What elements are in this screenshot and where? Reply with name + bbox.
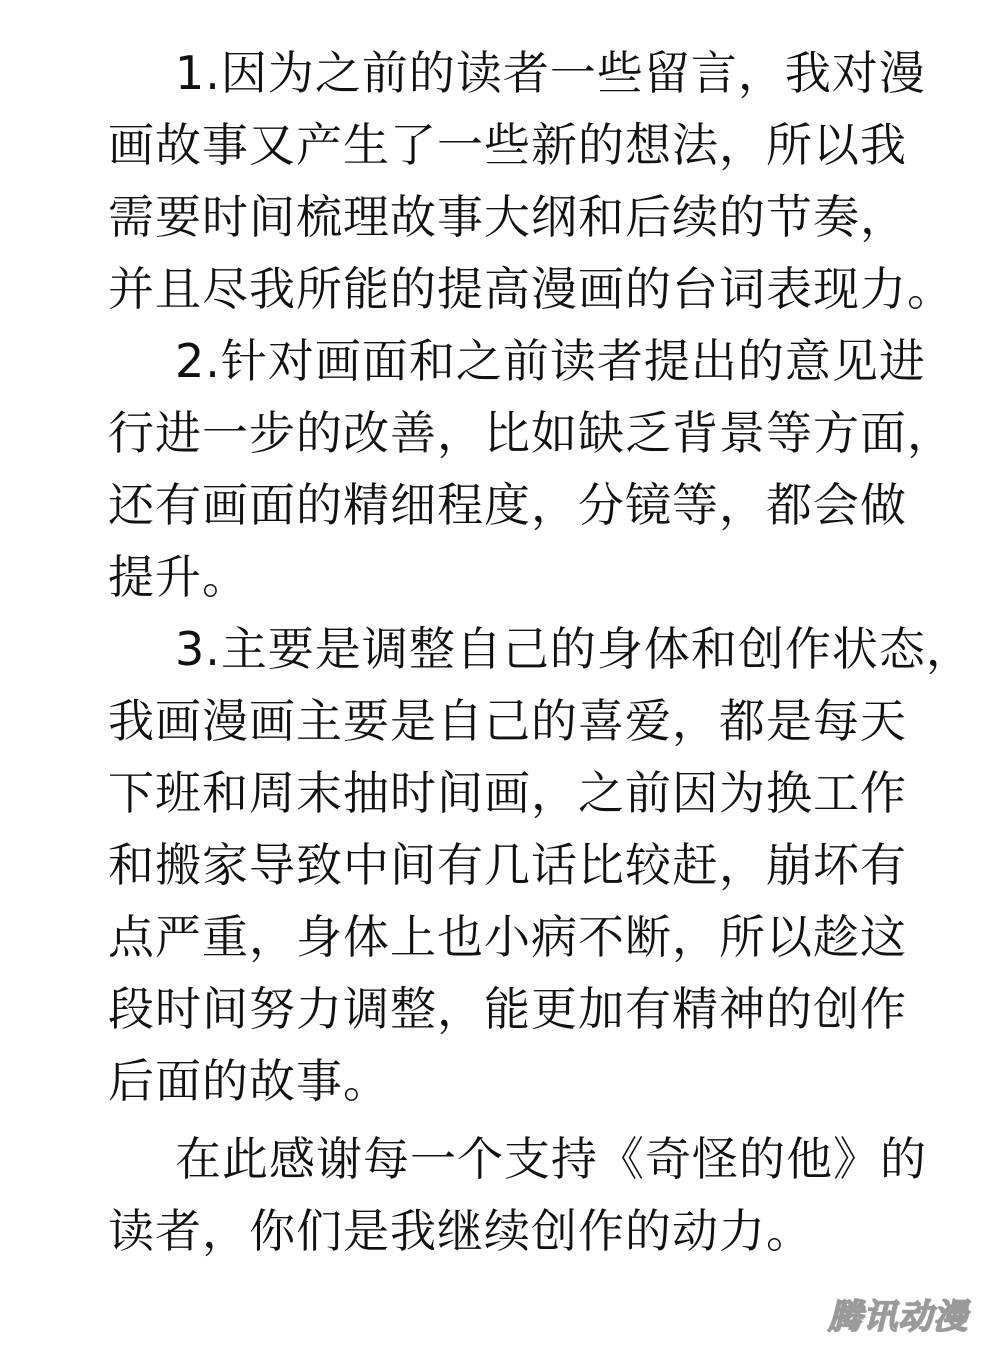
text-line-16: 在此感谢每一个支持《奇怪的他》的: [175, 1132, 927, 1186]
text-line-11: 下班和周末抽时间画，之前因为换工作: [108, 766, 907, 820]
text-line-15: 后面的故事。: [108, 1054, 390, 1108]
tencent-comic-watermark: [818, 1290, 978, 1336]
text-line-14: 段时间努力调整，能更加有精神的创作: [108, 982, 907, 1036]
text-line-17: 读者，你们是我继续创作的动力。: [108, 1204, 813, 1258]
text-line-8: 提升。: [108, 550, 249, 604]
text-line-12: 和搬家导致中间有几话比较赶，崩坏有: [108, 838, 907, 892]
text-line-3: 需要时间梳理故事大纲和后续的节奏，: [108, 190, 907, 244]
text-line-9: 3.主要是调整自己的身体和创作状态，: [175, 622, 973, 676]
text-line-13: 点严重，身体上也小病不断，所以趁这: [108, 910, 907, 964]
text-line-10: 我画漫画主要是自己的喜爱，都是每天: [108, 694, 907, 748]
text-line-4: 并且尽我所能的提高漫画的台词表现力。: [108, 262, 954, 316]
text-line-2: 画故事又产生了一些新的想法，所以我: [108, 118, 907, 172]
watermark-text: 腾讯动漫: [828, 1296, 968, 1337]
text-line-6: 行进一步的改善，比如缺乏背景等方面，: [108, 406, 954, 460]
text-line-7: 还有画面的精细程度，分镜等，都会做: [108, 478, 907, 532]
text-line-1: 1.因为之前的读者一些留言，我对漫: [175, 46, 926, 100]
text-line-5: 2.针对画面和之前读者提出的意见进: [175, 334, 926, 388]
